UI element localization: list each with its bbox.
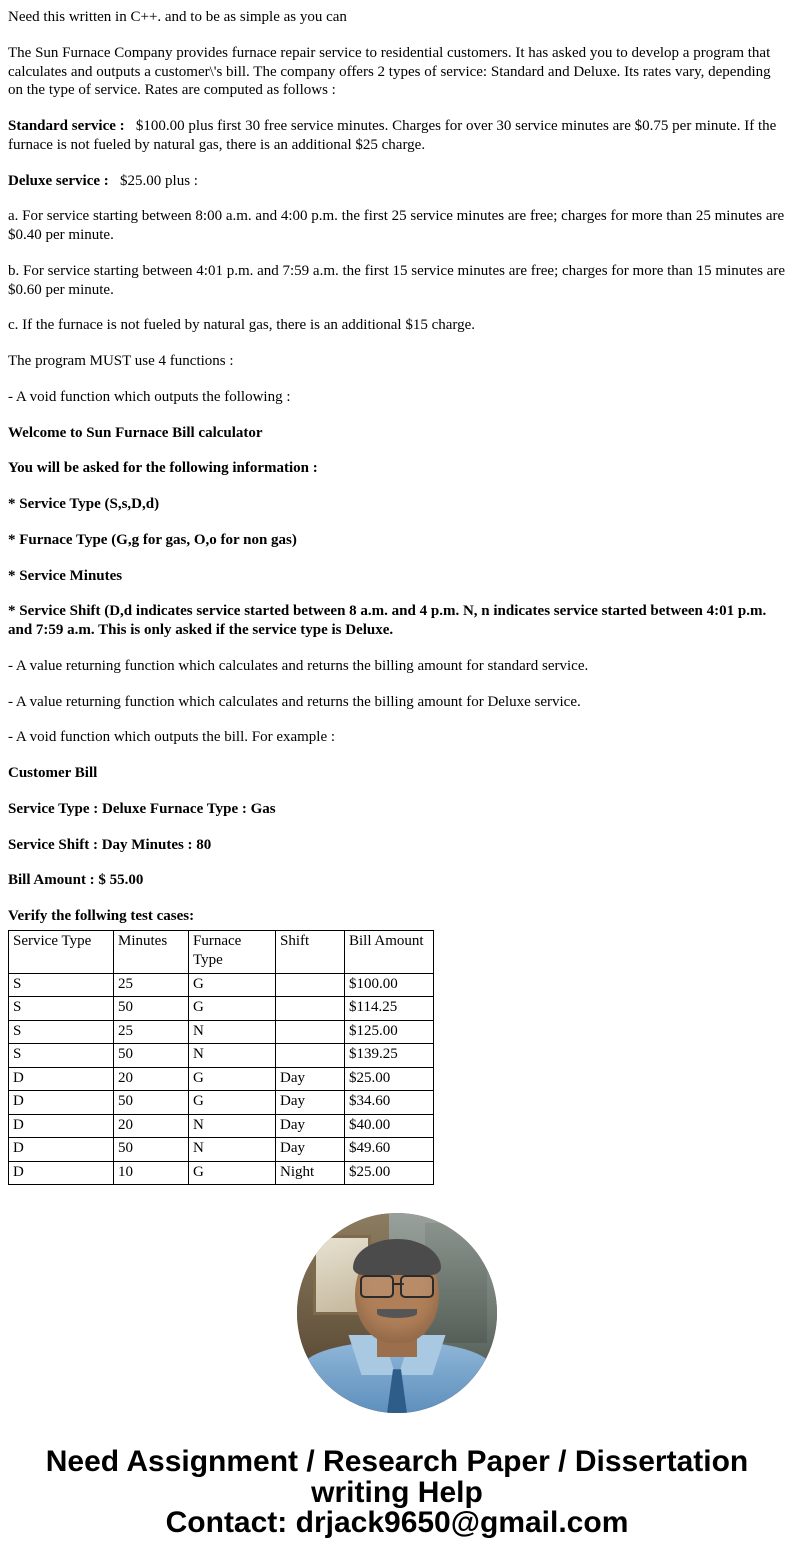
spacer — [8, 442, 786, 459]
spacer — [8, 155, 786, 172]
cell-furnace-type: G — [189, 1091, 276, 1115]
column-header-service-type: Service Type — [9, 930, 114, 973]
cell-service-type: S — [9, 1044, 114, 1068]
deluxe-service-text: $25.00 plus : — [120, 172, 198, 189]
column-header-bill-amount: Bill Amount — [345, 930, 434, 973]
mustache-shape — [377, 1309, 417, 1318]
cell-minutes: 50 — [114, 997, 189, 1021]
cell-service-type: S — [9, 973, 114, 997]
cell-shift: Day — [276, 1138, 345, 1162]
cell-minutes: 10 — [114, 1161, 189, 1185]
spacer — [8, 783, 786, 800]
value-function-standard: - A value returning function which calculates and returns the billing amount for standard service. — [8, 657, 589, 674]
cell-minutes: 50 — [114, 1091, 189, 1115]
table-row — [9, 973, 434, 997]
spacer — [8, 676, 786, 693]
spacer — [8, 747, 786, 764]
cell-service-type: S — [9, 1020, 114, 1044]
bullet-service-minutes: * Service Minutes — [8, 567, 123, 584]
table-row — [9, 1067, 434, 1091]
cell-furnace-type: N — [189, 1114, 276, 1138]
author-photo-container — [8, 1213, 786, 1413]
spacer — [8, 890, 786, 907]
cell-bill-amount: $49.60 — [345, 1138, 434, 1162]
bullet-service-type: * Service Type (S,s,D,d) — [8, 496, 160, 512]
cell-minutes: 25 — [114, 1020, 189, 1044]
spacer — [8, 640, 786, 657]
spacer — [8, 335, 786, 352]
spacer — [8, 371, 786, 388]
cell-service-type: D — [9, 1161, 114, 1185]
cell-shift — [276, 1020, 345, 1044]
cell-bill-amount: $34.60 — [345, 1091, 434, 1115]
cell-shift — [276, 997, 345, 1021]
spacer — [8, 711, 786, 728]
cell-bill-amount: $114.25 — [345, 997, 434, 1021]
standard-service-label: Standard service : — [8, 118, 125, 134]
welcome-heading: Welcome to Sun Furnace Bill calculator — [8, 424, 263, 441]
cell-minutes: 50 — [114, 1044, 189, 1068]
spacer — [8, 550, 786, 567]
promo-line-2[interactable]: Contact: drjack9650@gmail.com — [165, 1506, 629, 1540]
cell-furnace-type: N — [189, 1020, 276, 1044]
table-row — [9, 1020, 434, 1044]
column-header-minutes: Minutes — [114, 930, 189, 973]
void-function-line: - A void function which outputs the following : — [8, 388, 291, 405]
cell-service-type: D — [9, 1114, 114, 1138]
deluxe-rule-a: a. For service starting between 8:00 a.m. and 4:00 p.m. the first 25 service minutes are free; charges for more than 25 minutes are $0.40 per minute. — [8, 208, 785, 243]
cell-shift: Day — [276, 1091, 345, 1115]
cell-bill-amount: $25.00 — [345, 1067, 434, 1091]
void-function-bill: - A void function which outputs the bill. For example : — [8, 729, 336, 746]
cell-furnace-type: G — [189, 1067, 276, 1091]
cell-shift — [276, 973, 345, 997]
deluxe-service-label: Deluxe service : — [8, 172, 109, 189]
cell-furnace-type: G — [189, 973, 276, 997]
glasses-icon — [358, 1275, 436, 1295]
cell-shift: Day — [276, 1114, 345, 1138]
cell-furnace-type: G — [189, 997, 276, 1021]
spacer — [8, 819, 786, 836]
cell-service-type: D — [9, 1091, 114, 1115]
bullet-furnace-type: * Furnace Type (G,g for gas, O,o for non gas) — [8, 531, 297, 548]
cell-bill-amount: $125.00 — [345, 1020, 434, 1044]
table-header-row — [9, 930, 434, 973]
spacer — [8, 190, 786, 207]
deluxe-rule-c: c. If the furnace is not fueled by natural gas, there is an additional $15 charge. — [8, 317, 476, 334]
cell-service-type: S — [9, 997, 114, 1021]
standard-service-text: $100.00 plus first 30 free service minutes. Charges for over 30 service minutes are $0.75 per minute. If the furnace is not fueled by natural gas, there is an additional $25 charge. — [8, 118, 777, 153]
cell-service-type: D — [9, 1138, 114, 1162]
table-row — [9, 1161, 434, 1185]
spacer — [8, 27, 786, 44]
cell-minutes: 50 — [114, 1138, 189, 1162]
functions-intro: The program MUST use 4 functions : — [8, 353, 234, 369]
spacer — [8, 514, 786, 531]
spacer — [8, 245, 786, 262]
cell-shift: Night — [276, 1161, 345, 1185]
overview-paragraph: The Sun Furnace Company provides furnace repair service to residential customers. It has asked you to develop a program that calculates and outputs a customer\'s bill. The company offers 2 types of service: Standard and Deluxe. Its rates vary, depending on the type of service. Rates are computed as follows : — [8, 44, 771, 99]
spacer — [8, 407, 786, 424]
sample-bill-line-2: Service Shift : Day Minutes : 80 — [8, 836, 212, 853]
cell-furnace-type: N — [189, 1138, 276, 1162]
cell-service-type: D — [9, 1067, 114, 1091]
spacer — [8, 478, 786, 495]
sample-bill-line-3: Bill Amount : $ 55.00 — [8, 872, 144, 889]
value-function-deluxe: - A value returning function which calculates and returns the billing amount for Deluxe service. — [8, 693, 581, 710]
promo-line-1: Need Assignment / Research Paper / Dissertation writing Help — [45, 1445, 749, 1509]
bullet-service-shift: * Service Shift (D,d indicates service started between 8 a.m. and 4 p.m. N, n indicates service started between 4:01 p.m. and 7:59 a.m. This is only asked if the service type is Deluxe. — [8, 603, 767, 638]
column-header-shift: Shift — [276, 930, 345, 973]
cell-bill-amount: $139.25 — [345, 1044, 434, 1068]
table-row — [9, 1138, 434, 1162]
cell-furnace-type: G — [189, 1161, 276, 1185]
cell-bill-amount: $40.00 — [345, 1114, 434, 1138]
asked-info-heading: You will be asked for the following information : — [8, 460, 318, 477]
standard-service-paragraph — [8, 117, 786, 155]
cell-minutes: 20 — [114, 1067, 189, 1091]
spacer — [8, 100, 786, 117]
sample-bill-title: Customer Bill — [8, 765, 98, 781]
cell-minutes: 25 — [114, 973, 189, 997]
avatar — [297, 1213, 497, 1413]
deluxe-rule-b: b. For service starting between 4:01 p.m. and 7:59 a.m. the first 15 service minutes are free; charges for more than 15 minutes are $0.60 per minute. — [8, 262, 785, 298]
cell-bill-amount: $100.00 — [345, 973, 434, 997]
column-header-furnace-type: Furnace Type — [189, 930, 276, 973]
cell-bill-amount: $25.00 — [345, 1161, 434, 1185]
cell-furnace-type: N — [189, 1044, 276, 1068]
cell-shift — [276, 1044, 345, 1068]
cell-shift: Day — [276, 1067, 345, 1091]
intro-paragraph: Need this written in C++. and to be as simple as you can — [8, 9, 347, 25]
sample-bill-line-1: Service Type : Deluxe Furnace Type : Gas — [8, 800, 276, 817]
lens-right — [400, 1275, 434, 1298]
table-row — [9, 1114, 434, 1138]
test-cases-table — [8, 930, 434, 1186]
lens-left — [360, 1275, 394, 1298]
table-row — [9, 1044, 434, 1068]
table-row — [9, 997, 434, 1021]
cell-minutes: 20 — [114, 1114, 189, 1138]
verify-test-cases-label: Verify the follwing test cases: — [8, 908, 195, 924]
deluxe-service-paragraph — [8, 172, 786, 191]
spacer — [8, 854, 786, 871]
table-row — [9, 1091, 434, 1115]
promo-banner — [8, 1447, 786, 1563]
spacer — [8, 585, 786, 602]
spacer — [8, 299, 786, 316]
